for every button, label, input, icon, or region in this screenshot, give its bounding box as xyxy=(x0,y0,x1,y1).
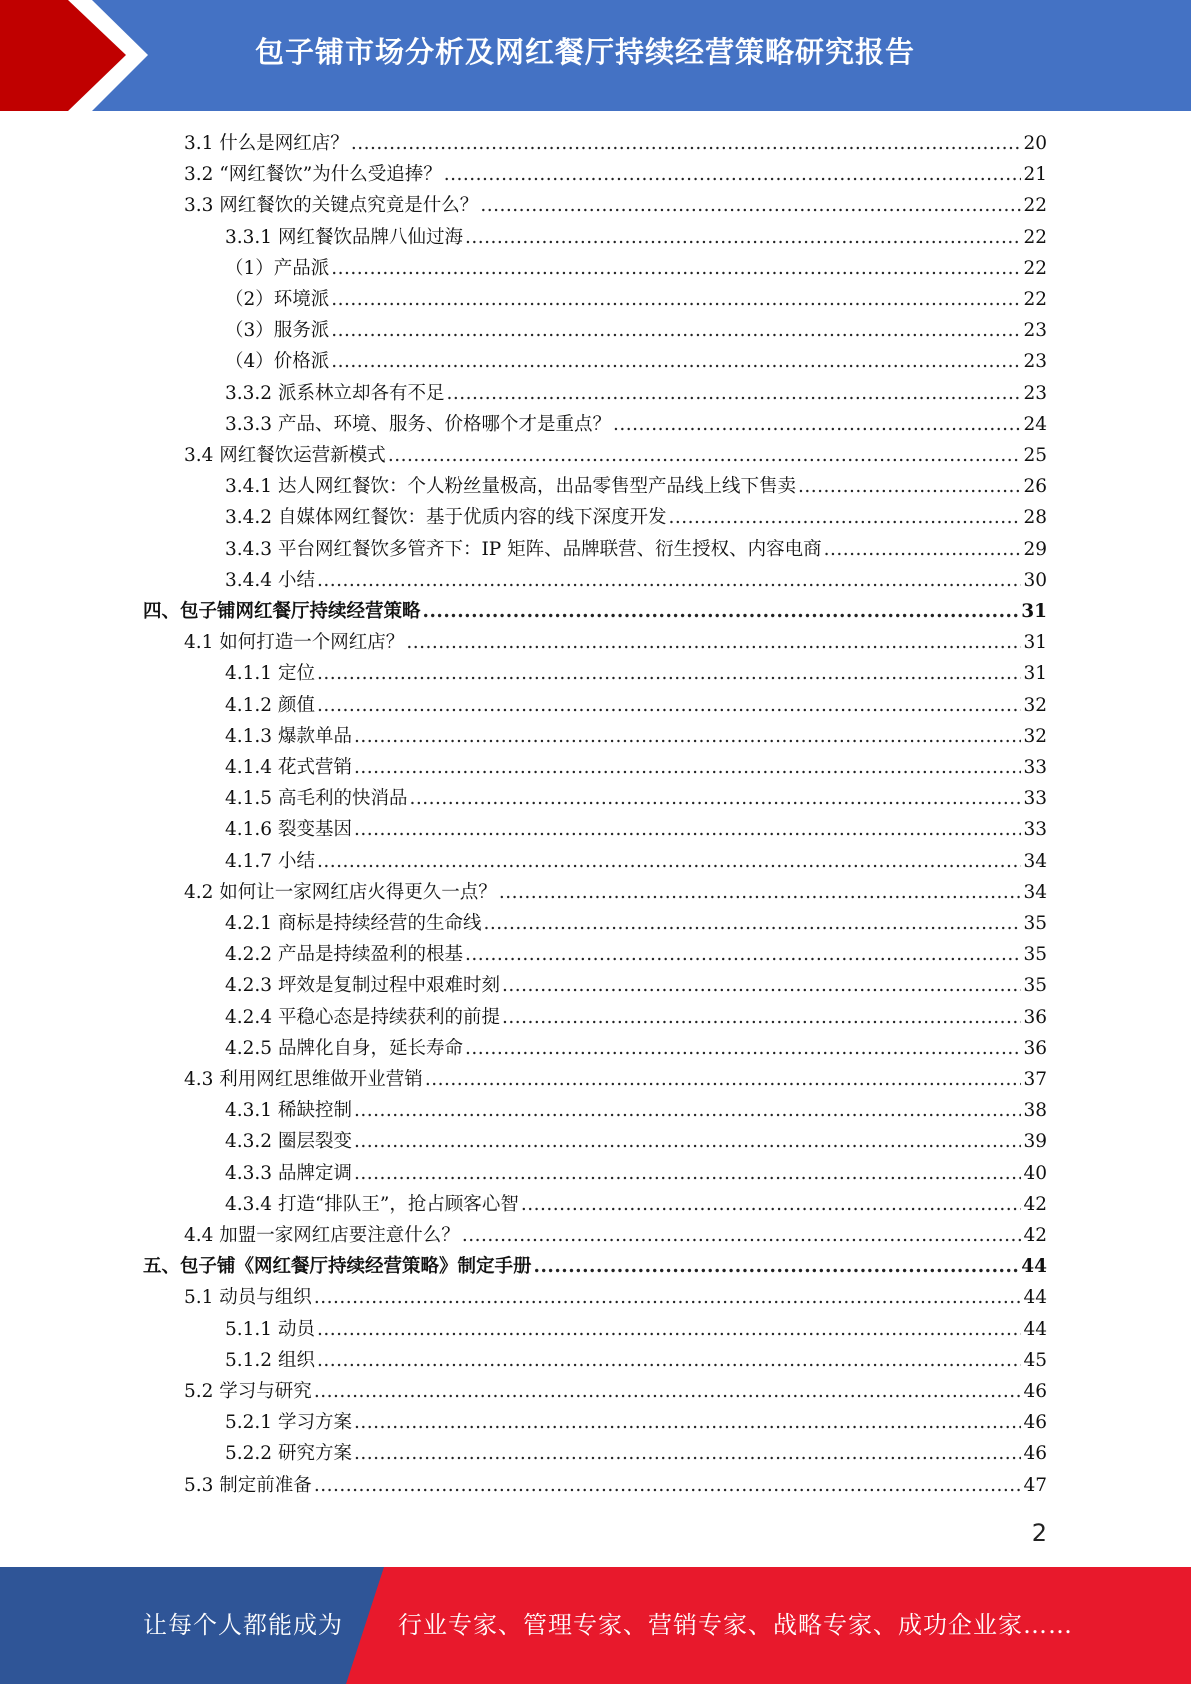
toc-entry-title: 4.4 加盟一家网红店要注意什么？ xyxy=(184,1225,460,1246)
toc-entry-title: 3.4.4 小结 xyxy=(225,569,315,591)
toc-dot-leader xyxy=(444,159,1022,190)
toc-entry-title: （2）环境派 xyxy=(225,289,330,310)
toc-entry-page: 46 xyxy=(1023,1381,1047,1402)
toc-entry-title: 5.2.1 学习方案 xyxy=(225,1412,352,1434)
toc-entry[interactable] xyxy=(225,1002,1047,1033)
toc-entry-title: 4.3.4 打造“排队王”，抢占顾客心智 xyxy=(225,1193,519,1215)
toc-dot-leader xyxy=(425,1064,1022,1095)
toc-entry-title: 4.2.1 商标是持续经营的生命线 xyxy=(225,913,482,934)
toc-entry-title: 4.1.1 定位 xyxy=(225,663,315,685)
toc-dot-leader xyxy=(354,752,1022,783)
toc-dot-leader xyxy=(534,1251,1020,1282)
toc-entry-page: 26 xyxy=(1023,476,1047,498)
toc-dot-leader xyxy=(423,596,1020,627)
toc-entry[interactable] xyxy=(184,440,1047,471)
toc-dot-leader xyxy=(502,970,1021,1001)
toc-entry-page: 46 xyxy=(1023,1412,1047,1434)
toc-entry-title: 3.1 什么是网红店？ xyxy=(184,133,349,154)
toc-entry-page: 31 xyxy=(1023,632,1047,654)
toc-dot-leader xyxy=(388,440,1022,471)
toc-entry-title: 4.1.3 爆款单品 xyxy=(225,725,352,747)
toc-entry[interactable] xyxy=(225,1126,1047,1157)
toc-entry-title: 4.1 如何打造一个网红店？ xyxy=(184,632,405,654)
toc-entry[interactable] xyxy=(143,1251,1047,1282)
toc-entry-page: 23 xyxy=(1023,320,1047,342)
toc-entry[interactable] xyxy=(225,284,1047,315)
toc-entry-page: 32 xyxy=(1023,694,1047,716)
toc-entry-title: 3.2 “网红餐饮”为什么受追捧？ xyxy=(184,164,442,186)
toc-entry-page: 37 xyxy=(1023,1069,1047,1090)
toc-entry-title: 3.4.1 达人网红餐饮：个人粉丝量极高，出品零售型产品线上线下售卖 xyxy=(225,476,796,498)
toc-entry-page: 22 xyxy=(1023,226,1047,248)
page-footer xyxy=(0,1567,1191,1684)
toc-dot-leader xyxy=(331,346,1021,377)
toc-entry-page: 20 xyxy=(1023,133,1047,154)
toc-dot-leader xyxy=(446,378,1021,409)
toc-entry[interactable] xyxy=(184,1282,1047,1313)
toc-entry[interactable] xyxy=(225,1158,1047,1189)
toc-dot-leader xyxy=(465,222,1021,253)
toc-entry-page: 24 xyxy=(1023,413,1047,435)
toc-entry-title: 5.2.2 研究方案 xyxy=(225,1443,352,1465)
toc-entry-title: 4.1.6 裂变基因 xyxy=(225,819,352,841)
toc-dot-leader xyxy=(331,253,1021,284)
toc-entry-title: 4.1.4 花式营销 xyxy=(225,757,352,778)
toc-entry-title: 3.4.3 平台网红餐饮多管齐下：IP 矩阵、品牌联营、衍生授权、内容电商 xyxy=(225,538,822,560)
toc-entry[interactable] xyxy=(225,1314,1047,1345)
toc-entry-title: 4.3.1 稀缺控制 xyxy=(225,1100,352,1122)
toc-entry[interactable] xyxy=(184,627,1047,658)
toc-entry-page: 32 xyxy=(1023,725,1047,747)
toc-entry[interactable] xyxy=(225,253,1047,284)
toc-entry-page: 29 xyxy=(1023,538,1047,560)
toc-entry[interactable] xyxy=(225,315,1047,346)
toc-entry[interactable] xyxy=(225,565,1047,596)
toc-entry[interactable] xyxy=(184,128,1047,159)
toc-entry-title: 5.2 学习与研究 xyxy=(184,1381,312,1402)
page-header xyxy=(0,0,1191,111)
toc-entry[interactable] xyxy=(225,409,1047,440)
toc-entry-title: 5.3 制定前准备 xyxy=(184,1474,312,1496)
toc-dot-leader xyxy=(354,1158,1022,1189)
toc-entry-title: 4.3.2 圈层裂变 xyxy=(225,1131,352,1153)
toc-entry-title: （1）产品派 xyxy=(225,257,330,279)
toc-entry-page: 44 xyxy=(1023,1287,1047,1309)
toc-entry-title: （3）服务派 xyxy=(225,320,330,342)
toc-entry-page: 42 xyxy=(1023,1225,1047,1246)
toc-dot-leader xyxy=(331,315,1021,346)
toc-entry-page: 30 xyxy=(1023,569,1047,591)
toc-entry-page: 34 xyxy=(1023,881,1047,903)
toc-entry-title: 4.2 如何让一家网红店火得更久一点？ xyxy=(184,881,497,903)
toc-entry[interactable] xyxy=(184,1220,1047,1251)
toc-entry-title: 3.3 网红餐饮的关键点究竟是什么？ xyxy=(184,195,479,217)
toc-entry[interactable] xyxy=(225,970,1047,1001)
toc-dot-leader xyxy=(480,190,1021,221)
toc-entry[interactable] xyxy=(184,1064,1047,1095)
toc-entry-page: 38 xyxy=(1023,1100,1047,1122)
toc-entry[interactable] xyxy=(225,346,1047,377)
toc-dot-leader xyxy=(798,471,1021,502)
toc-entry[interactable] xyxy=(184,1470,1047,1501)
toc-entry[interactable] xyxy=(225,690,1047,721)
toc-dot-leader xyxy=(502,1002,1021,1033)
toc-entry[interactable] xyxy=(143,596,1047,627)
toc-entry-page: 39 xyxy=(1023,1131,1047,1153)
toc-entry-page: 33 xyxy=(1023,819,1047,841)
toc-dot-leader xyxy=(314,1282,1022,1313)
toc-entry-page: 36 xyxy=(1023,1006,1047,1028)
toc-dot-leader xyxy=(483,908,1021,939)
toc-entry[interactable] xyxy=(225,658,1047,689)
toc-entry-title: 4.3 利用网红思维做开业营销 xyxy=(184,1069,423,1090)
toc-dot-leader xyxy=(331,284,1021,315)
toc-entry-page: 33 xyxy=(1023,757,1047,778)
toc-entry[interactable] xyxy=(225,378,1047,409)
toc-entry[interactable] xyxy=(225,846,1047,877)
toc-entry-page: 33 xyxy=(1023,788,1047,810)
toc-entry-page: 22 xyxy=(1023,195,1047,217)
toc-dot-leader xyxy=(317,690,1022,721)
toc-entry-title: 3.3.3 产品、环境、服务、价格哪个才是重点？ xyxy=(225,413,611,435)
toc-dot-leader xyxy=(317,1314,1022,1345)
toc-entry-title: 五、包子铺《网红餐厅持续经营策略》制定手册 xyxy=(143,1256,532,1278)
toc-dot-leader xyxy=(406,627,1021,658)
toc-dot-leader xyxy=(314,1470,1022,1501)
toc-entry-page: 28 xyxy=(1023,507,1047,529)
toc-entry[interactable] xyxy=(225,783,1047,814)
toc-dot-leader xyxy=(354,814,1022,845)
toc-entry-page: 35 xyxy=(1023,944,1047,966)
toc-dot-leader xyxy=(668,502,1021,533)
toc-entry-title: 5.1 动员与组织 xyxy=(184,1287,312,1309)
toc-entry-title: 3.4 网红餐饮运营新模式 xyxy=(184,445,386,466)
toc-dot-leader xyxy=(354,1438,1022,1469)
toc-entry[interactable] xyxy=(225,752,1047,783)
toc-dot-leader xyxy=(317,846,1022,877)
toc-entry-title: 4.2.4 平稳心态是持续获利的前提 xyxy=(225,1006,500,1028)
toc-dot-leader xyxy=(317,565,1022,596)
toc-dot-leader xyxy=(351,128,1022,159)
toc-entry[interactable] xyxy=(184,1376,1047,1407)
footer-slogan-left: 让每个人都能成为 xyxy=(143,1611,343,1639)
toc-entry-page: 21 xyxy=(1023,164,1047,186)
toc-entry-title: 5.1.2 组织 xyxy=(225,1349,315,1371)
toc-entry-page: 42 xyxy=(1023,1193,1047,1215)
toc-entry[interactable] xyxy=(225,1033,1047,1064)
toc-dot-leader xyxy=(354,1407,1022,1438)
toc-dot-leader xyxy=(354,721,1022,752)
toc-entry-page: 44 xyxy=(1021,1256,1047,1278)
toc-entry[interactable] xyxy=(184,159,1047,190)
toc-dot-leader xyxy=(824,534,1022,565)
toc-entry-title: 3.3.1 网红餐饮品牌八仙过海 xyxy=(225,226,463,248)
toc-entry-title: 4.1.5 高毛利的快消品 xyxy=(225,788,408,810)
toc-entry[interactable] xyxy=(225,1407,1047,1438)
toc-dot-leader xyxy=(462,1220,1022,1251)
toc-entry-page: 46 xyxy=(1023,1443,1047,1465)
toc-entry-page: 35 xyxy=(1023,913,1047,934)
toc-entry[interactable] xyxy=(225,939,1047,970)
toc-entry-page: 22 xyxy=(1023,257,1047,279)
toc-entry-title: 4.2.2 产品是持续盈利的根基 xyxy=(225,944,463,966)
toc-entry[interactable] xyxy=(225,534,1047,565)
toc-entry-page: 45 xyxy=(1023,1349,1047,1371)
toc-dot-leader xyxy=(613,409,1021,440)
toc-entry[interactable] xyxy=(225,1438,1047,1469)
toc-entry[interactable] xyxy=(225,222,1047,253)
toc-entry-title: 3.4.2 自媒体网红餐饮：基于优质内容的线下深度开发 xyxy=(225,507,667,529)
toc-entry-title: 5.1.1 动员 xyxy=(225,1318,315,1340)
toc-entry[interactable] xyxy=(225,1189,1047,1220)
toc-entry-title: 4.1.2 颜值 xyxy=(225,694,315,716)
toc-dot-leader xyxy=(354,1126,1022,1157)
toc-entry-page: 22 xyxy=(1023,289,1047,310)
toc-dot-leader xyxy=(499,877,1022,908)
toc-dot-leader xyxy=(465,1033,1021,1064)
toc-entry-page: 34 xyxy=(1023,850,1047,872)
toc-entry-page: 44 xyxy=(1023,1318,1047,1340)
toc-dot-leader xyxy=(317,658,1022,689)
toc-entry[interactable] xyxy=(184,190,1047,221)
toc-dot-leader xyxy=(465,939,1021,970)
toc-dot-leader xyxy=(314,1376,1022,1407)
toc-entry-title: 四、包子铺网红餐厅持续经营策略 xyxy=(143,601,421,622)
report-title: 包子铺市场分析及网红餐厅持续经营策略研究报告 xyxy=(255,35,916,69)
toc-entry-page: 47 xyxy=(1023,1474,1047,1496)
toc-entry-page: 31 xyxy=(1023,663,1047,685)
toc-entry-title: 3.3.2 派系林立却各有不足 xyxy=(225,382,445,404)
toc-entry-title: 4.1.7 小结 xyxy=(225,850,315,872)
toc-entry-page: 31 xyxy=(1021,601,1047,622)
toc-entry-page: 40 xyxy=(1023,1162,1047,1184)
toc-dot-leader xyxy=(317,1345,1022,1376)
toc-entry-title: 4.2.3 坪效是复制过程中艰难时刻 xyxy=(225,975,500,997)
toc-entry-page: 35 xyxy=(1023,975,1047,997)
toc-entry[interactable] xyxy=(225,908,1047,939)
toc-entry[interactable] xyxy=(184,877,1047,908)
footer-slogan-right: 行业专家、管理专家、营销专家、战略专家、成功企业家…… xyxy=(398,1611,1073,1639)
toc-entry[interactable] xyxy=(225,471,1047,502)
toc-entry-page: 23 xyxy=(1023,382,1047,404)
toc-entry-title: （4）价格派 xyxy=(225,351,330,373)
toc-entry[interactable] xyxy=(225,721,1047,752)
toc-dot-leader xyxy=(354,1095,1022,1126)
toc-entry[interactable] xyxy=(225,502,1047,533)
toc-entry-title: 4.3.3 品牌定调 xyxy=(225,1162,352,1184)
page-number: 2 xyxy=(1031,1519,1047,1547)
toc-entry[interactable] xyxy=(225,1095,1047,1126)
toc-entry-page: 25 xyxy=(1023,445,1047,466)
toc-dot-leader xyxy=(521,1189,1022,1220)
toc-entry[interactable] xyxy=(225,814,1047,845)
toc-entry-page: 23 xyxy=(1023,351,1047,373)
toc-entry-page: 36 xyxy=(1023,1037,1047,1059)
toc-entry-title: 4.2.5 品牌化自身，延长寿命 xyxy=(225,1037,463,1059)
toc-dot-leader xyxy=(409,783,1021,814)
toc-entry[interactable] xyxy=(225,1345,1047,1376)
